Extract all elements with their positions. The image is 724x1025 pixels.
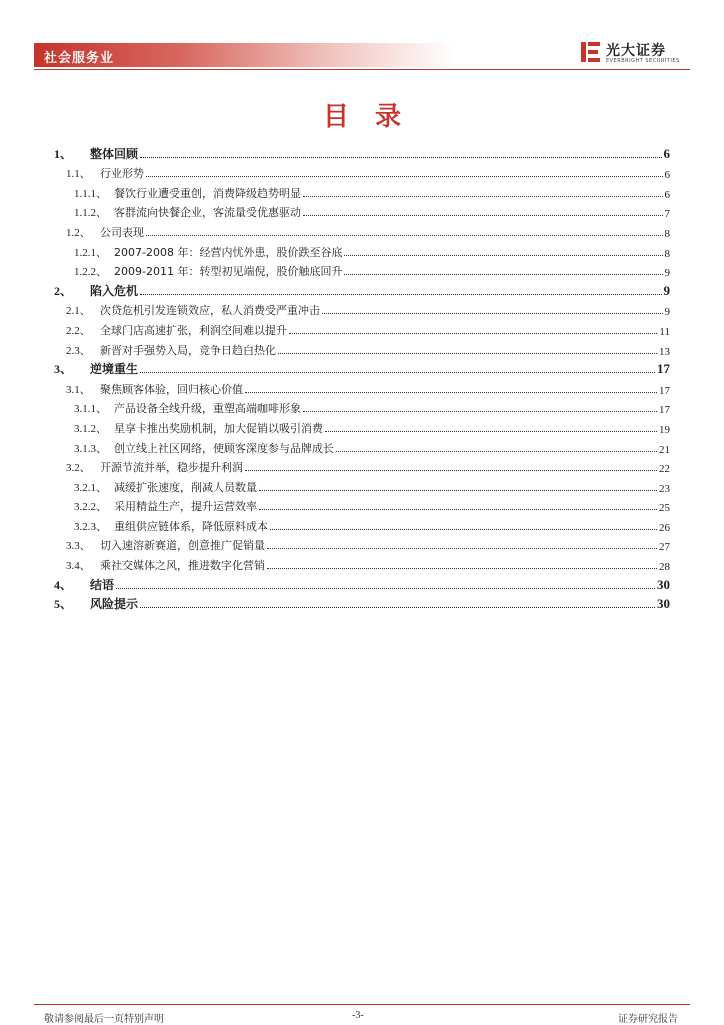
toc-entry-number: 1、 xyxy=(54,146,73,161)
toc-entry-number: 1.2.2、 xyxy=(74,266,107,279)
toc-entry-page: 6 xyxy=(663,145,670,161)
toc-entry-page: 9 xyxy=(663,282,670,298)
toc-entry-number: 3.4、 xyxy=(66,560,91,573)
page-title: 目录 xyxy=(322,102,427,132)
toc-entry-title: 聚焦顾客体验，回归核心价值 xyxy=(100,382,243,396)
toc-entry-number: 1.1.2、 xyxy=(74,207,107,220)
toc-entry-page: 25 xyxy=(659,502,670,515)
header-divider xyxy=(34,69,690,70)
section-label: 社会服务业 xyxy=(44,51,115,66)
toc-entry[interactable] xyxy=(52,377,670,397)
toc-dot-leader xyxy=(116,588,655,589)
toc-dot-leader xyxy=(325,431,657,432)
toc-dot-leader xyxy=(146,235,663,236)
footer-report-type: 证券研究报告 xyxy=(618,1014,678,1025)
toc-entry-page: 9 xyxy=(664,306,670,319)
toc-entry[interactable] xyxy=(52,318,670,338)
toc-entry[interactable] xyxy=(52,279,670,299)
toc-entry-number: 3.2.2、 xyxy=(74,501,107,514)
toc-entry[interactable] xyxy=(52,338,670,358)
toc-entry-number: 3.3、 xyxy=(66,540,91,553)
footer-disclaimer: 敬请参阅最后一页特别声明 xyxy=(44,1014,164,1025)
page-number: -3- xyxy=(352,1010,364,1021)
toc-entry-title: 公司表现 xyxy=(100,225,144,239)
toc-entry-page: 22 xyxy=(659,463,670,476)
toc-entry-title: 采用精益生产，提升运营效率 xyxy=(114,500,257,514)
toc-dot-leader xyxy=(245,470,657,471)
toc-entry[interactable] xyxy=(52,553,670,573)
toc-dot-leader xyxy=(140,607,655,608)
toc-entry[interactable] xyxy=(52,220,670,240)
toc-entry-title: 客群流向快餐企业，客流量受优惠驱动 xyxy=(114,206,301,220)
toc-entry[interactable] xyxy=(52,475,670,495)
toc-entry-page: 28 xyxy=(659,561,670,574)
toc-entry[interactable] xyxy=(52,514,670,534)
toc-dot-leader xyxy=(344,274,662,275)
toc-entry-title: 整体回顾 xyxy=(90,146,139,161)
toc-entry-number: 1.2、 xyxy=(66,226,91,239)
toc-dot-leader xyxy=(259,490,657,491)
toc-entry-title: 餐饮行业遭受重创，消费降级趋势明显 xyxy=(114,186,301,200)
toc-entry[interactable] xyxy=(52,436,670,456)
toc-entry-page: 9 xyxy=(664,267,670,280)
toc-entry-title: 全球门店高速扩张，利润空间难以提升 xyxy=(100,323,287,337)
toc-dot-leader xyxy=(289,333,657,334)
toc-dot-leader xyxy=(267,548,657,549)
toc-entry[interactable] xyxy=(52,593,670,613)
toc-dot-leader xyxy=(140,294,661,295)
toc-entry-number: 3.2.1、 xyxy=(74,481,107,494)
toc-entry-number: 3.1.2、 xyxy=(74,422,107,435)
toc-entry-page: 23 xyxy=(659,482,670,495)
toc-entry-number: 3、 xyxy=(54,362,73,377)
toc-dot-leader xyxy=(336,451,657,452)
brand-name: 光大证券 xyxy=(606,43,666,59)
toc-entry-number: 3.1.1、 xyxy=(74,403,107,416)
toc-dot-leader xyxy=(267,568,657,569)
toc-entry-title: 2007-2008 年：经营内忧外患，股价跌至谷底 xyxy=(114,245,343,259)
toc-entry[interactable] xyxy=(52,299,670,319)
toc-entry-number: 3.2、 xyxy=(66,462,91,475)
toc-entry-page: 19 xyxy=(659,423,670,436)
toc-entry-title: 产品设备全线升级，重塑高端咖啡形象 xyxy=(114,402,301,416)
toc-entry-title: 逆境重生 xyxy=(90,362,139,377)
toc-dot-leader xyxy=(270,529,657,530)
toc-entry-title: 星享卡推出奖励机制，加大促销以吸引消费 xyxy=(114,421,323,435)
toc-entry-page: 8 xyxy=(664,227,670,240)
toc-entry-number: 2、 xyxy=(54,283,73,298)
toc-entry[interactable] xyxy=(52,201,670,221)
toc-entry[interactable] xyxy=(52,142,670,162)
toc-entry[interactable] xyxy=(52,495,670,515)
toc-entry-page: 26 xyxy=(659,521,670,534)
brand-subtitle: EVERBRIGHT SECURITIES xyxy=(606,58,680,64)
toc-dot-leader xyxy=(344,255,662,256)
toc-entry-title: 减缓扩张速度，削减人员数量 xyxy=(114,480,257,494)
toc-entry-page: 21 xyxy=(659,443,670,456)
toc-entry-page: 30 xyxy=(657,576,670,592)
toc-entry-number: 3.1.3、 xyxy=(74,442,107,455)
toc-entry-number: 5、 xyxy=(54,597,73,612)
toc-entry-page: 17 xyxy=(659,384,670,397)
toc-entry[interactable] xyxy=(52,260,670,280)
toc-entry-title: 乘社交媒体之风，推进数字化营销 xyxy=(100,559,265,573)
brand-logo xyxy=(580,38,690,68)
footer-divider xyxy=(34,1004,690,1005)
toc-entry[interactable] xyxy=(52,240,670,260)
toc-entry-page: 30 xyxy=(657,596,670,612)
toc-entry-page: 8 xyxy=(664,247,670,260)
toc-dot-leader xyxy=(140,372,655,373)
toc-dot-leader xyxy=(303,411,657,412)
toc-entry-page: 17 xyxy=(659,404,670,417)
toc-entry-title: 重组供应链体系，降低原料成本 xyxy=(114,519,268,533)
toc-entry-page: 11 xyxy=(659,325,670,338)
toc-entry-page: 17 xyxy=(657,361,670,377)
logo-icon xyxy=(580,40,602,64)
toc-entry-title: 风险提示 xyxy=(90,597,139,612)
toc-dot-leader xyxy=(259,509,657,510)
toc-entry[interactable] xyxy=(52,162,670,182)
toc-entry-number: 2.3、 xyxy=(66,344,91,357)
toc-entry-title: 次贷危机引发连锁效应，私人消费受严重冲击 xyxy=(100,304,320,318)
toc-entry-title: 开源节流并举，稳步提升利润 xyxy=(100,461,243,475)
toc-dot-leader xyxy=(303,215,663,216)
toc-entry-number: 1.1、 xyxy=(66,168,91,181)
toc-entry-title: 结语 xyxy=(90,577,115,592)
toc-entry-page: 6 xyxy=(664,169,670,182)
toc-dot-leader xyxy=(322,313,663,314)
toc-entry-page: 13 xyxy=(659,345,670,358)
table-of-contents xyxy=(52,142,670,612)
toc-entry-number: 4、 xyxy=(54,577,73,592)
toc-entry[interactable] xyxy=(52,397,670,417)
toc-entry-title: 创立线上社区网络，使顾客深度参与品牌成长 xyxy=(114,441,334,455)
toc-entry-number: 2.2、 xyxy=(66,324,91,337)
toc-dot-leader xyxy=(245,392,657,393)
toc-entry[interactable] xyxy=(52,456,670,476)
toc-entry-title: 2009-2011 年：转型初见端倪，股价触底回升 xyxy=(114,265,343,279)
toc-entry[interactable] xyxy=(52,181,670,201)
toc-entry-title: 切入速溶新赛道，创意推广促销量 xyxy=(100,539,265,553)
toc-entry-number: 1.2.1、 xyxy=(74,246,107,259)
toc-entry-title: 新晋对手强势入局，竞争日趋白热化 xyxy=(100,343,276,357)
toc-entry-title: 行业形势 xyxy=(100,167,144,181)
toc-entry-number: 1.1.1、 xyxy=(74,187,107,200)
toc-dot-leader xyxy=(140,157,661,158)
toc-dot-leader xyxy=(278,353,657,354)
toc-entry[interactable] xyxy=(52,358,670,378)
toc-entry[interactable] xyxy=(52,534,670,554)
toc-entry[interactable] xyxy=(52,416,670,436)
toc-entry-page: 27 xyxy=(659,541,670,554)
toc-entry-number: 3.1、 xyxy=(66,383,91,396)
toc-entry-number: 2.1、 xyxy=(66,305,91,318)
toc-entry[interactable] xyxy=(52,573,670,593)
toc-dot-leader xyxy=(303,196,663,197)
toc-entry-page: 7 xyxy=(664,208,670,221)
toc-entry-number: 3.2.3、 xyxy=(74,520,107,533)
toc-dot-leader xyxy=(146,176,663,177)
toc-entry-title: 陷入危机 xyxy=(90,283,139,298)
toc-entry-page: 6 xyxy=(664,188,670,201)
